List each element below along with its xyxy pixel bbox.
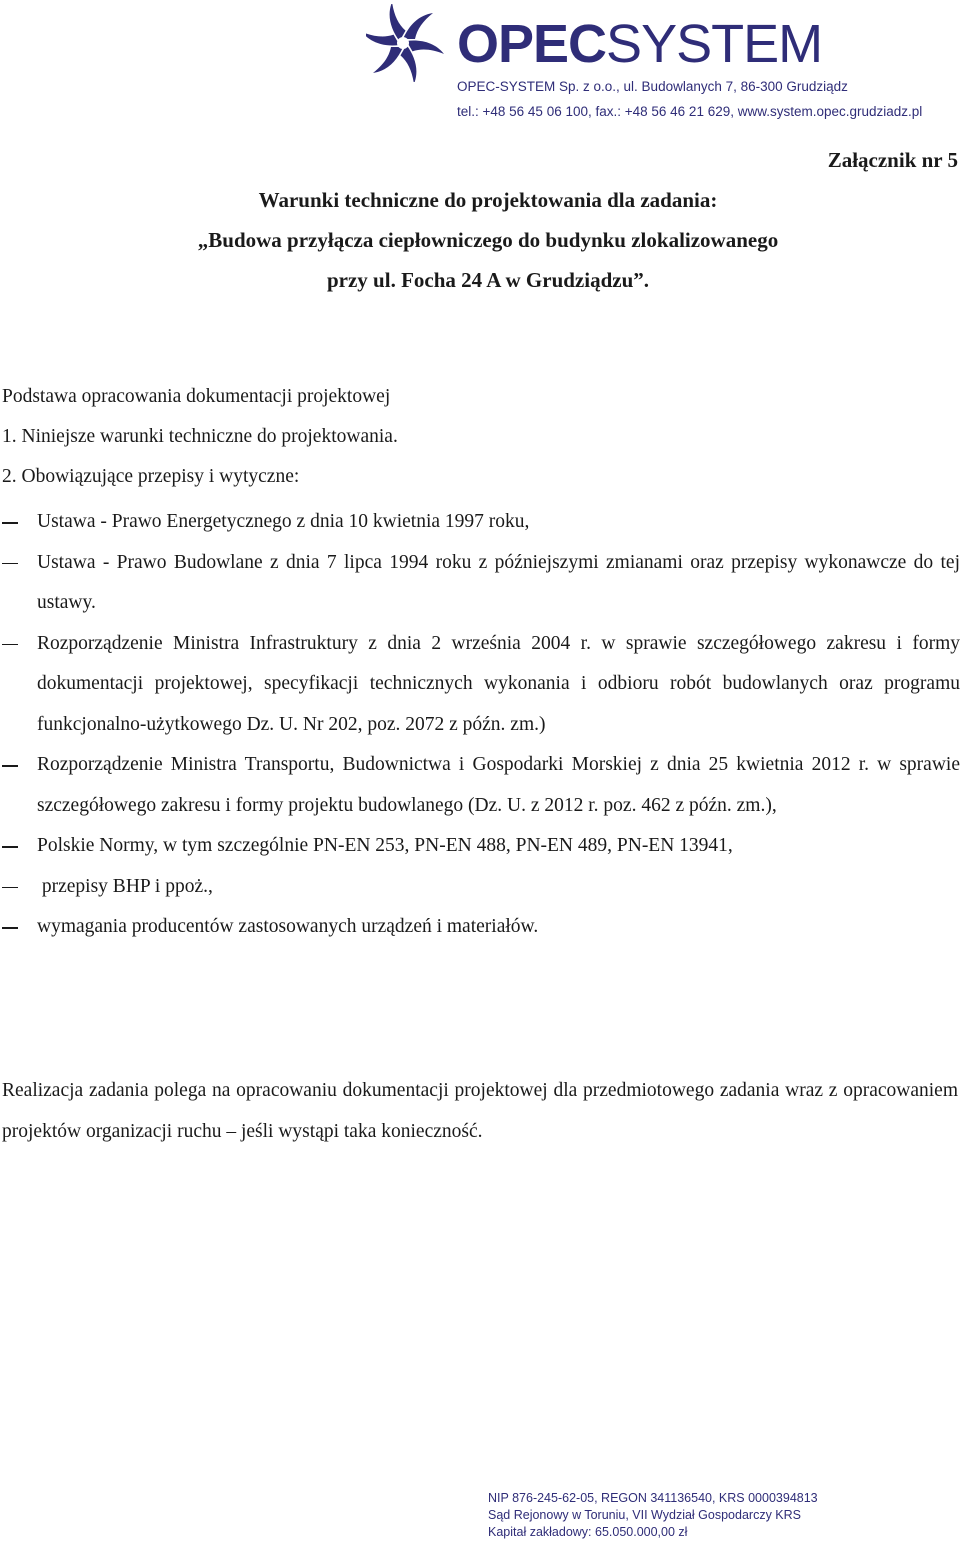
list-item bbox=[0, 826, 960, 867]
footer-court: Sąd Rejonowy w Toruniu, VII Wydział Gospodarczy KRS bbox=[488, 1508, 801, 1522]
dash-bullet-icon bbox=[2, 927, 18, 929]
dash-bullet-icon bbox=[2, 887, 18, 889]
dash-bullet-icon bbox=[2, 846, 18, 848]
company-address: OPEC-SYSTEM Sp. z o.o., ul. Budowlanych 7, 86-300 Grudziądz bbox=[457, 79, 848, 94]
list-item bbox=[0, 502, 960, 543]
dash-bullet-icon bbox=[2, 765, 18, 767]
list-item bbox=[0, 745, 960, 826]
basis-heading: Podstawa opracowania dokumentacji projektowej bbox=[2, 386, 391, 407]
numbered-item-1: 1. Niniejsze warunki techniczne do projektowania. bbox=[2, 426, 398, 447]
list-item-text: Ustawa - Prawo Energetycznego z dnia 10 kwietnia 1997 roku, bbox=[37, 511, 530, 532]
brand-name-light: SYSTEM bbox=[606, 14, 823, 74]
document-title-line-1: Warunki techniczne do projektowania dla zadania: bbox=[258, 188, 718, 212]
company-contact: tel.: +48 56 45 06 100, fax.: +48 56 46 21 629, www.system.opec.grudziadz.pl bbox=[457, 104, 923, 119]
brand-name-bold: OPEC bbox=[457, 14, 607, 74]
annex-label: Załącznik nr 5 bbox=[827, 148, 958, 172]
footer-registration: NIP 876-245-62-05, REGON 341136540, KRS 0000394813 bbox=[488, 1491, 818, 1505]
list-item bbox=[0, 907, 960, 948]
list-item-text: Polskie Normy, w tym szczególnie PN-EN 253, PN-EN 488, PN-EN 489, PN-EN 13941, bbox=[37, 835, 733, 856]
dash-bullet-icon bbox=[2, 563, 18, 565]
list-item-text: przepisy BHP i ppoż., bbox=[37, 875, 213, 897]
realization-paragraph: Realizacja zadania polega na opracowaniu dokumentacji projektowej dla przedmiotowego zadania wraz z opracowaniem projektów organizacji ruchu – jeśli wystąpi taka konieczność. bbox=[2, 1080, 958, 1142]
list-item-text: Rozporządzenie Ministra Transportu, Budownictwa i Gospodarki Morskiej z dnia 25 kwietnia 2012 r. w sprawie szczegółowego zakresu i formy projektu budowlanego (Dz. U. z 2012 r. poz. 462 z późn. zm.), bbox=[37, 754, 960, 816]
list-item bbox=[0, 867, 960, 908]
numbered-item-2: 2. Obowiązujące przepisy i wytyczne: bbox=[2, 466, 300, 487]
list-item-text: Rozporządzenie Ministra Infrastruktury z dnia 2 września 2004 r. w sprawie szczegółowego zakresu i formy dokumentacji projektowej, specyfikacji technicznych wykonania i odbioru robót budowlanych oraz programu funkcjonalno-użytkowego Dz. U. Nr 202, poz. 2072 z późn. zm.) bbox=[37, 632, 960, 735]
list-item bbox=[0, 543, 960, 624]
document-title-line-2: „Budowa przyłącza ciepłowniczego do budynku zlokalizowanego bbox=[197, 228, 779, 252]
document-title-line-3: przy ul. Focha 24 A w Grudziądzu”. bbox=[326, 268, 650, 292]
brand-name bbox=[457, 14, 822, 74]
dash-bullet-icon bbox=[2, 644, 18, 646]
list-item bbox=[0, 624, 960, 746]
list-item-text: Ustawa - Prawo Budowlane z dnia 7 lipca 1994 roku z późniejszymi zmianami oraz przepisy wykonawcze do tej ustawy. bbox=[37, 551, 960, 613]
list-item-text: wymagania producentów zastosowanych urządzeń i materiałów. bbox=[37, 916, 539, 937]
dash-bullet-icon bbox=[2, 522, 18, 524]
footer-capital: Kapitał zakładowy: 65.050.000,00 zł bbox=[488, 1525, 688, 1539]
regulations-list bbox=[0, 502, 960, 948]
